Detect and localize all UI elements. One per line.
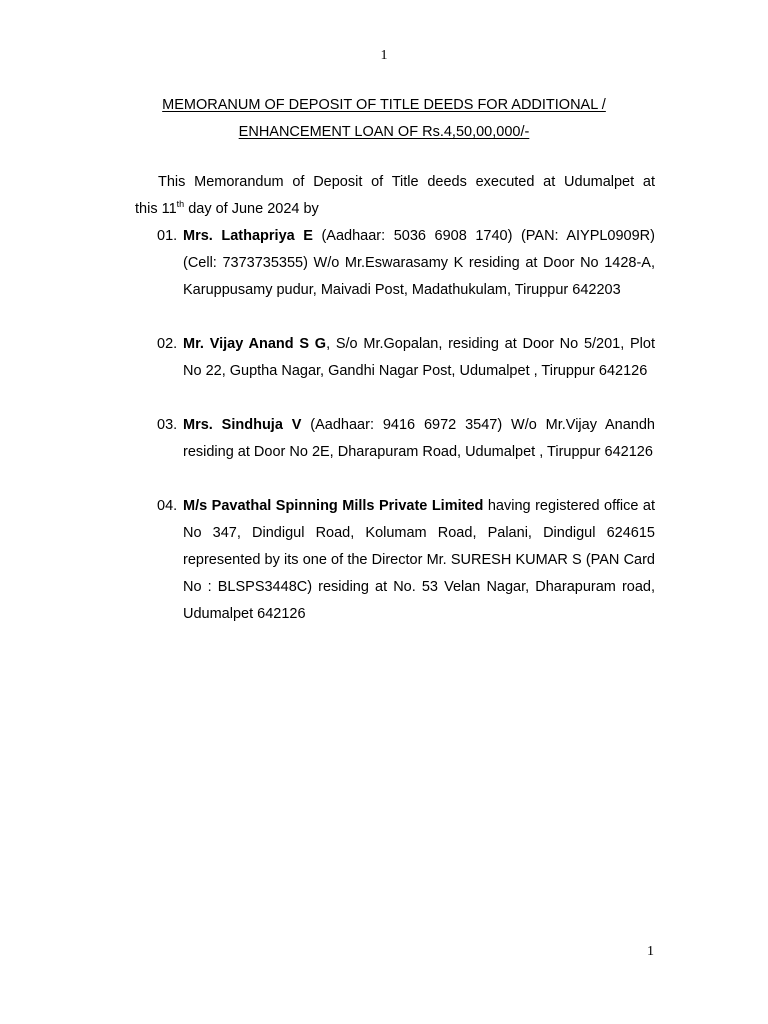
party-name: Mr. Vijay Anand S G [183,336,327,352]
party-number: 04. [157,498,178,514]
party-text [183,223,655,304]
party-number: 01. [157,228,178,244]
party-item [157,223,655,304]
intro-paragraph [135,169,655,223]
party-item [157,331,655,385]
party-item [157,412,655,466]
party-text [183,412,655,466]
party-details: (Aadhaar: 9416 6972 3547) W/o Mr.Vijay Anandh residing at Door No 2E, Dharapuram Road, Udumalpet , Tiruppur 642126 [183,417,655,460]
party-item [157,493,655,628]
party-number: 03. [157,417,178,433]
intro-line-2 [135,196,655,223]
party-number: 02. [157,336,178,352]
party-name: M/s Pavathal Spinning Mills Private Limited [183,498,484,514]
party-details: (Aadhaar: 5036 6908 1740) (PAN: AIYPL0909R) (Cell: 7373735355) W/o Mr.Eswarasamy K residing at Door No 1428-A, Karuppusamy pudur, Maivadi Post, Madathukulam, Tiruppur 642203 [183,228,655,298]
parties-list [157,223,655,655]
party-details: having registered office at No 347, Dindigul Road, Kolumam Road, Palani, Dindigul 624615 represented by its one of the Director Mr. SURESH KUMAR S (PAN Card No : BLSPS3448C) residing at No. 53 Velan Nagar, Dharapuram road, Udumalpet 642126 [183,498,656,622]
intro-date-rest: day of June 2024 by [184,201,319,217]
title-line-2: ENHANCEMENT LOAN OF Rs.4,50,00,000/- [238,124,530,140]
page-number-top: 1 [380,48,388,63]
party-details: , S/o Mr.Gopalan, residing at Door No 5/201, Plot No 22, Guptha Nagar, Gandhi Nagar Post, Udumalpet , Tiruppur 642126 [183,336,655,379]
party-name: Mrs. Lathapriya E [183,228,313,244]
party-text [183,493,655,628]
page-number-bottom: 1 [647,944,654,959]
document-title [0,92,768,146]
title-line-1: MEMORANUM OF DEPOSIT OF TITLE DEEDS FOR ADDITIONAL / [162,97,606,113]
intro-line-1: This Memorandum of Deposit of Title deeds executed at Udumalpet at [158,174,655,190]
party-name: Mrs. Sindhuja V [183,417,302,433]
intro-date-prefix: this 11 [135,201,177,217]
party-text [183,331,655,385]
intro-date-suffix: th [176,199,185,210]
